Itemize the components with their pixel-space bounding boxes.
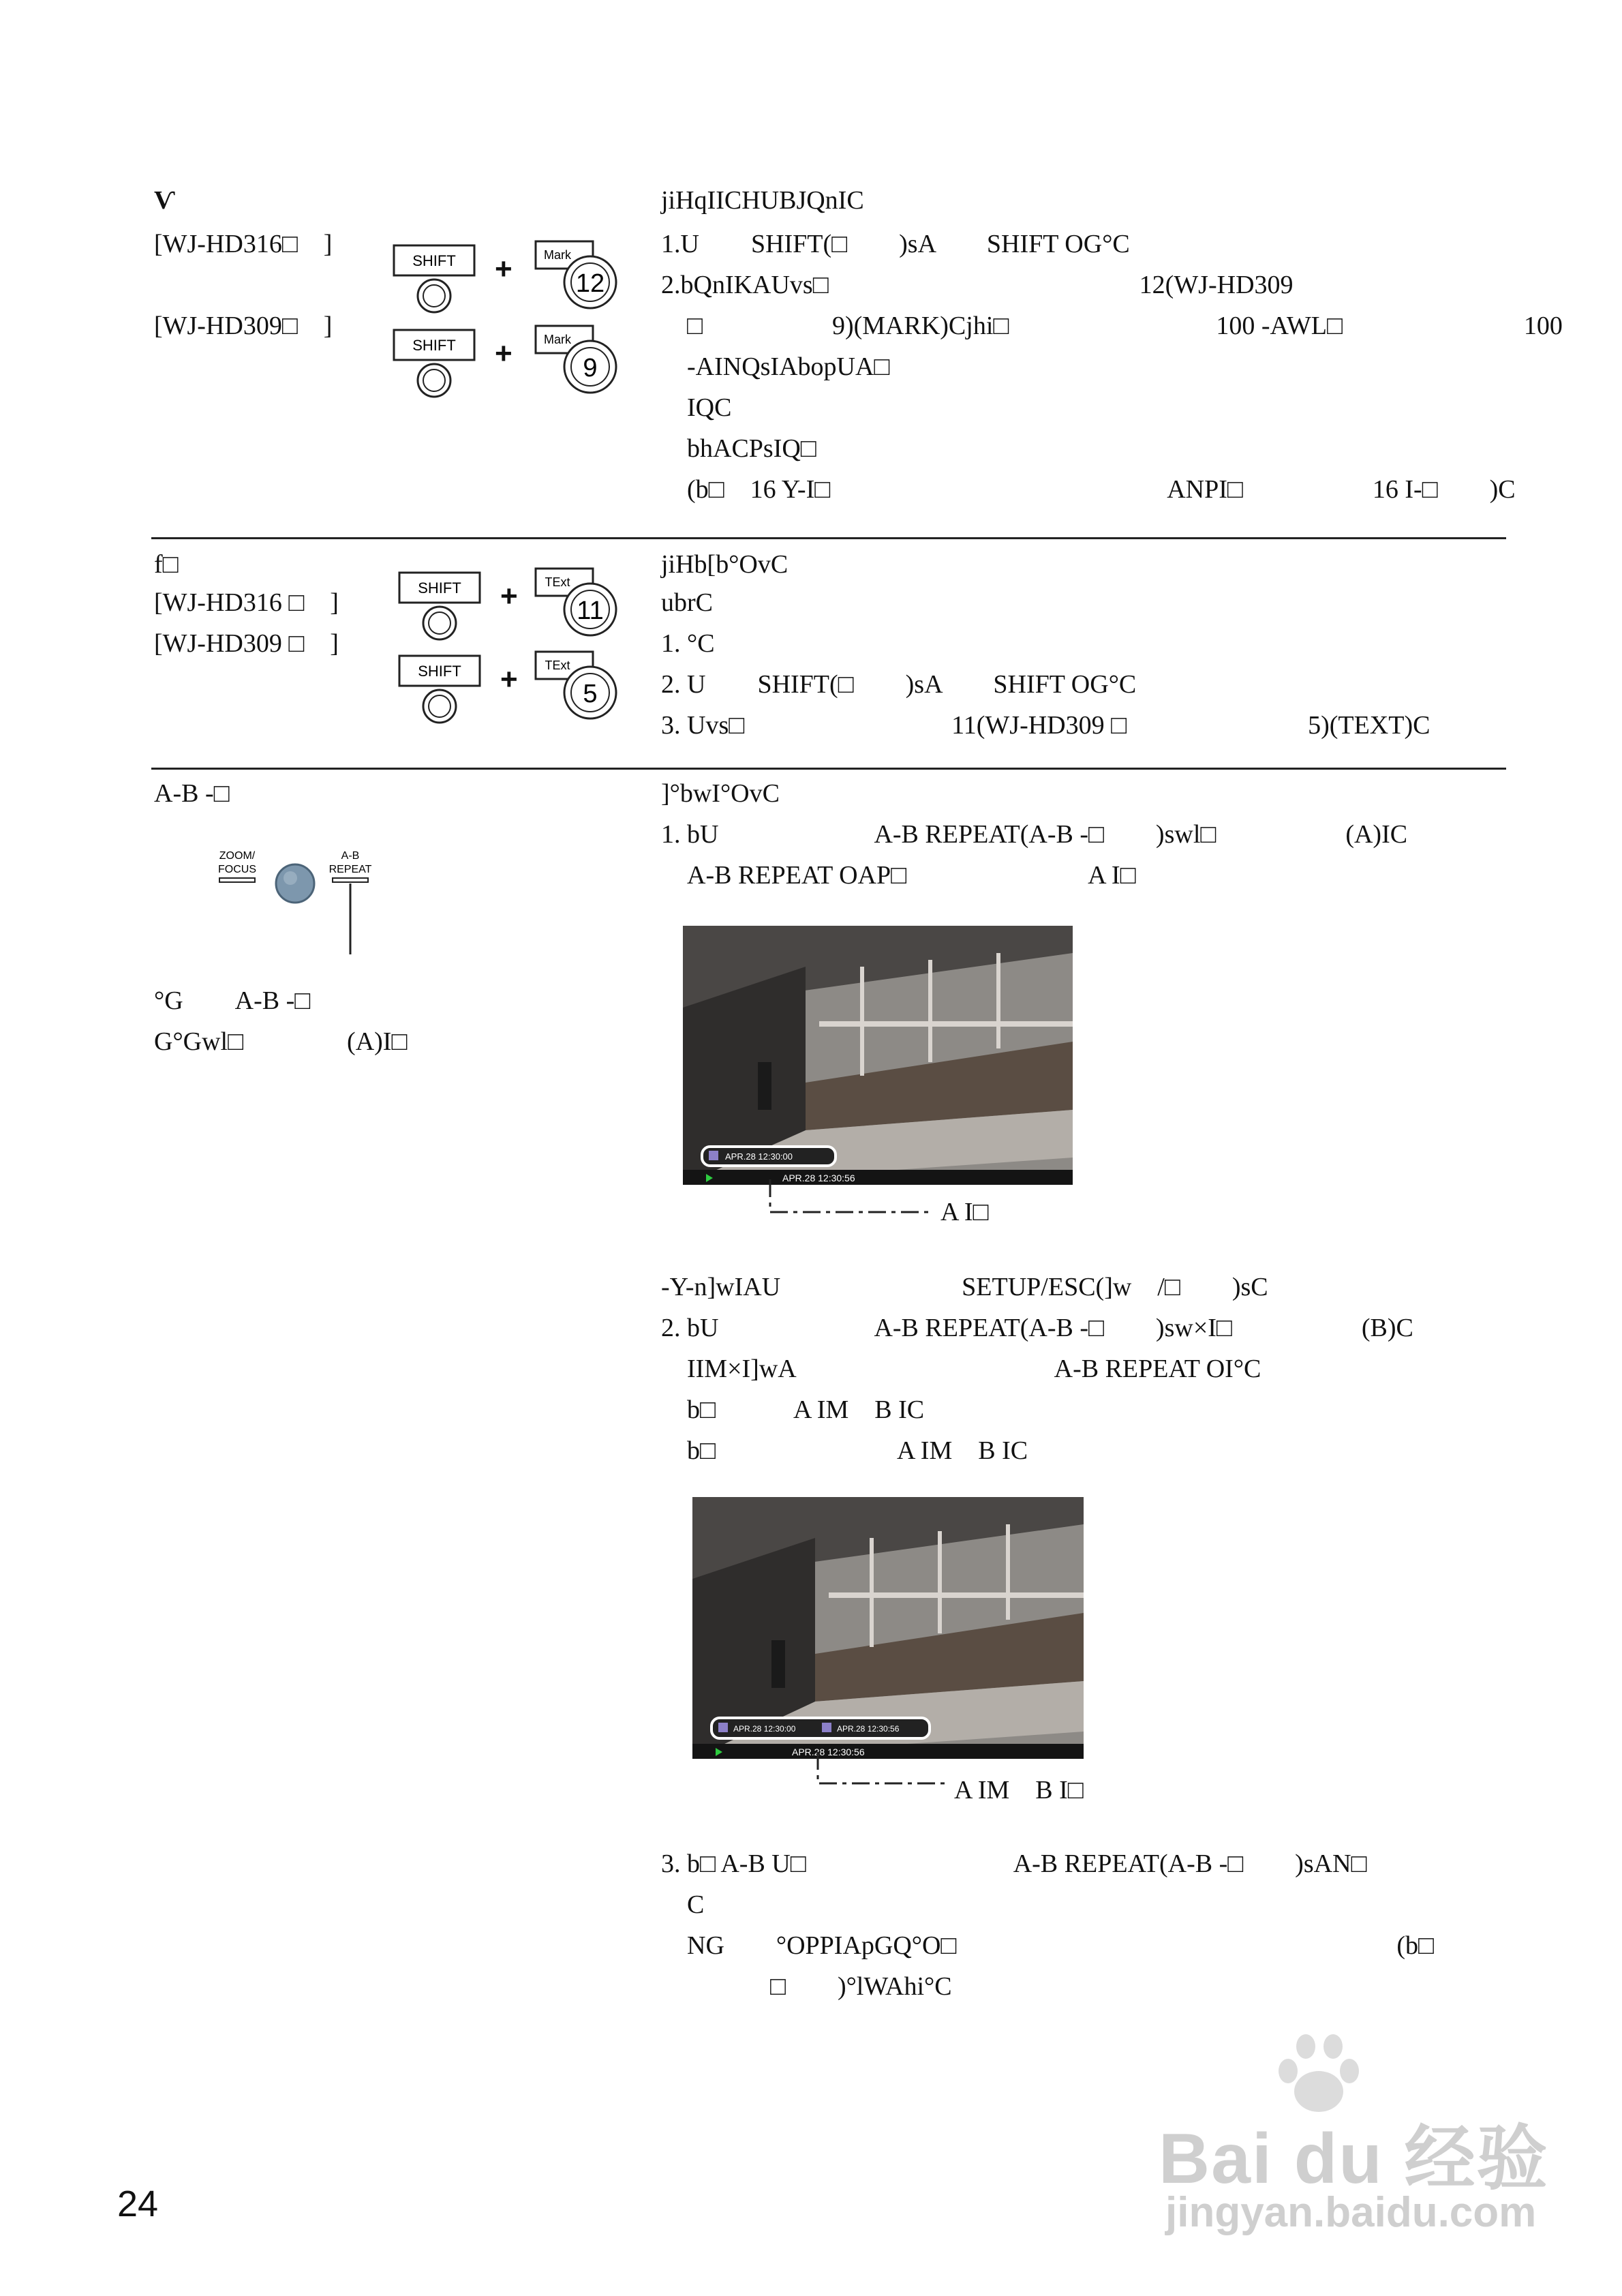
watermark-url: jingyan.baidu.com (1165, 2189, 1537, 2236)
svg-text:APR.28 12:30:56: APR.28 12:30:56 (782, 1173, 855, 1183)
ab-repeat-button-illustration (217, 845, 380, 961)
section3-line: b□ A IM B IC (687, 1436, 1028, 1465)
svg-text:A-B: A-B (341, 850, 360, 862)
svg-text:ZOOM/: ZOOM/ (219, 850, 256, 862)
section3-line: A-B REPEAT OAP□ A I□ (687, 861, 1136, 890)
section1-line: jiHqIICHUBJQnIC (661, 186, 864, 215)
section1-line: (b□ 16 Y-I□ ANPI□ 16 I-□ )C (687, 475, 1516, 504)
section2-line: 3. Uvs□ 11(WJ-HD309 □ 5)(TEXT)C (661, 711, 1430, 740)
shift-key-icon (387, 243, 489, 318)
svg-text:SHIFT: SHIFT (412, 337, 456, 354)
svg-text:Mark: Mark (544, 333, 571, 346)
watermark-brand: Bai du 经验 (1159, 2119, 1549, 2199)
shift-key-icon (393, 570, 495, 645)
plus-sign: + (500, 663, 518, 696)
callout-leader-line (763, 1179, 940, 1220)
shift-key-icon (387, 327, 489, 402)
section3-line: C (687, 1890, 705, 1919)
section3-line: 3. b□ A-B U□ A-B REPEAT(A-B -□ )sAN□ (661, 1849, 1367, 1878)
section2-model-label-309: [WJ-HD309 □ ] (154, 629, 339, 658)
section3-left-note: °G A-B -□ (154, 986, 311, 1015)
svg-text:9: 9 (583, 354, 598, 382)
svg-text:11: 11 (577, 596, 604, 625)
svg-text:APR.28 12:30:00: APR.28 12:30:00 (733, 1724, 796, 1734)
section3-line: -Y-n]wIAU SETUP/ESC(]w /□ )sC (661, 1273, 1268, 1301)
callout-a-point: A I□ (940, 1198, 989, 1226)
svg-text:FOCUS: FOCUS (218, 864, 256, 875)
plus-sign: + (495, 337, 512, 370)
shift-key-icon (393, 653, 495, 728)
section3-line: NG °OPPIApGQ°O□ (b□ (687, 1931, 1434, 1960)
svg-text:APR.28 12:30:56: APR.28 12:30:56 (837, 1724, 900, 1734)
svg-text:5: 5 (583, 680, 598, 708)
playback-screenshot-a-point (683, 926, 1073, 1185)
section1-line: bhACPsIQ□ (687, 434, 816, 463)
section2-line: 1. °C (661, 629, 715, 658)
text-key-5-icon (533, 649, 635, 724)
svg-text:Mark: Mark (544, 248, 571, 262)
section2-title: f□ (154, 550, 179, 579)
section1-model-label-309: [WJ-HD309□ ] (154, 312, 333, 340)
section3-title: A-B -□ (154, 779, 230, 808)
section1-line: 2.bQnIKAUvs□ 12(WJ-HD309 (661, 271, 1294, 299)
svg-text:APR.28 12:30:56: APR.28 12:30:56 (792, 1747, 865, 1757)
section1-line: □ 9)(MARK)Cjhi□ 100 -AWL□ 100 (687, 312, 1563, 340)
section-divider (151, 537, 1506, 539)
section2-line: jiHb[b°OvC (661, 550, 789, 579)
mark-key-12-icon (533, 239, 635, 314)
section-divider (151, 768, 1506, 770)
text-key-11-icon (533, 566, 635, 641)
callout-leader-line (811, 1752, 954, 1793)
section3-line: b□ A IM B IC (687, 1395, 925, 1424)
page-number: 24 (117, 2184, 159, 2224)
svg-text:APR.28 12:30:00: APR.28 12:30:00 (725, 1151, 793, 1162)
section1-title: Ѵ (154, 186, 175, 215)
section3-line: □ )°lWAhi°C (770, 1972, 952, 2001)
svg-text:12: 12 (575, 269, 605, 298)
section1-line: IQC (687, 393, 732, 422)
callout-ab-points: A IM B I□ (954, 1776, 1084, 1804)
section3-line: 1. bU A-B REPEAT(A-B -□ )swl□ (A)IC (661, 820, 1408, 849)
playback-screenshot-ab-points (692, 1497, 1084, 1759)
plus-sign: + (495, 252, 512, 286)
section3-line: IIM×I]wA A-B REPEAT OI°C (687, 1355, 1261, 1383)
svg-text:SHIFT: SHIFT (418, 663, 461, 680)
section2-line: 2. U SHIFT(□ )sA SHIFT OG°C (661, 670, 1137, 699)
section2-model-label-316: [WJ-HD316 □ ] (154, 588, 339, 617)
shift-key-label: SHIFT (412, 252, 456, 269)
svg-text:REPEAT: REPEAT (328, 864, 372, 875)
section1-line: -AINQsIAbopUA□ (687, 352, 890, 381)
svg-text:TExt: TExt (545, 659, 570, 672)
plus-sign: + (500, 579, 518, 613)
mark-key-9-icon (533, 323, 635, 398)
section1-line: 1.U SHIFT(□ )sA SHIFT OG°C (661, 230, 1130, 258)
section3-line: 2. bU A-B REPEAT(A-B -□ )sw×I□ (B)C (661, 1314, 1413, 1342)
section2-line: ubrC (661, 588, 713, 617)
section3-line: ]°bwI°OvC (661, 779, 780, 808)
svg-text:TExt: TExt (545, 575, 570, 589)
svg-text:SHIFT: SHIFT (418, 579, 461, 596)
section3-left-note: G°Gwl□ (A)I□ (154, 1027, 408, 1056)
section1-model-label-316: [WJ-HD316□ ] (154, 230, 333, 258)
